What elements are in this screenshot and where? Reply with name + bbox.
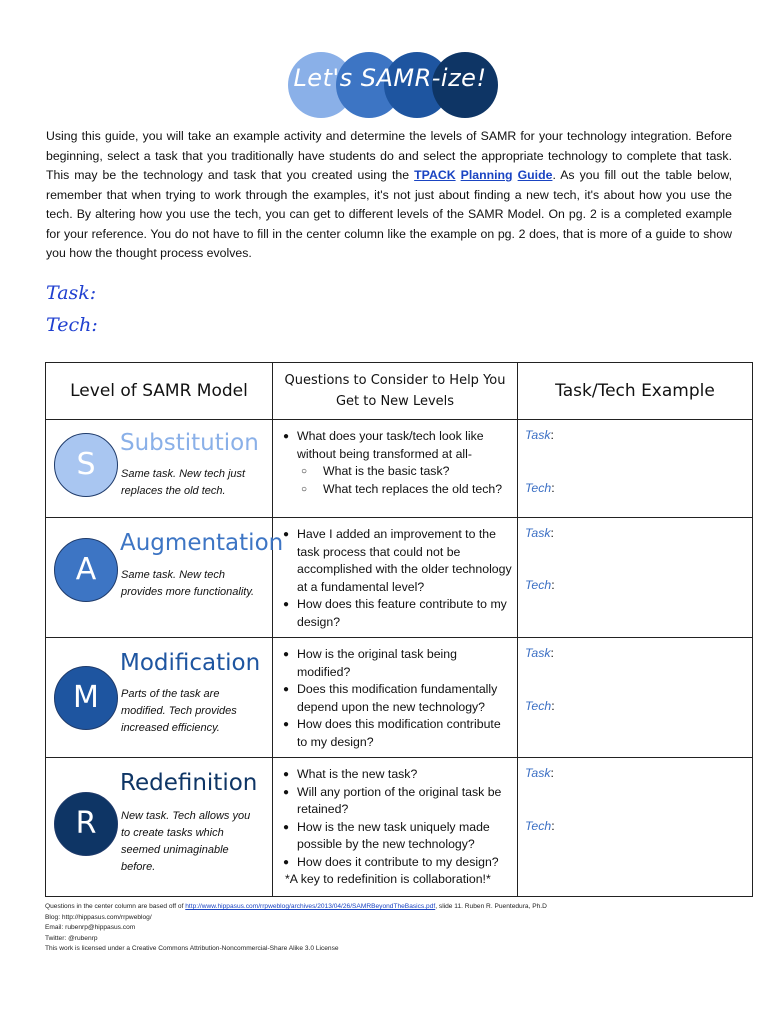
question-item: ● Does this modification fundamentally depend upon the new technology? xyxy=(283,681,513,716)
tech-example-label: Tech: xyxy=(525,578,555,592)
task-example-label: Task: xyxy=(525,646,554,660)
footer-license: This work is licensed under a Creative Commons Attribution-Noncommercial-Share Alike 3.0 License xyxy=(45,945,339,952)
questions-cell xyxy=(273,638,518,758)
example-cell[interactable] xyxy=(518,638,752,757)
example-cell[interactable] xyxy=(518,420,752,517)
table-header-row xyxy=(46,363,753,420)
table-row-substitution xyxy=(46,420,753,518)
level-description: New task. Tech allows you to create tasks which seemed unimaginable before. xyxy=(121,810,251,873)
collaboration-note: *A key to redefinition is collaboration!* xyxy=(285,872,491,886)
citation-link[interactable]: http://www.hippasus.com/rrpweblog/archives/2013/04/26/SAMRBeyondTheBasics.pdf xyxy=(185,903,436,910)
level-circle-s: S xyxy=(54,433,118,497)
question-item: ● Have I added an improvement to the task process that could not be accomplished with the older technology at a fundamental level? xyxy=(283,526,513,596)
header-questions: Questions to Consider to Help You Get to New Levels xyxy=(273,363,518,420)
level-circle-r: R xyxy=(54,792,118,856)
question-item: ● How is the original task being modified? xyxy=(283,646,513,681)
footer-citation: Questions in the center column are based off of http://www.hippasus.com/rrpweblog/archives/2013/04/26/SAMRBeyondTheBasics.pdf, slide 11. Ruben R. Puentedura, Ph.D xyxy=(45,903,547,910)
question-item: ● What is the new task? xyxy=(283,766,513,784)
question-subitem: ○ What is the basic task? xyxy=(283,463,513,481)
guide-link[interactable]: Guide xyxy=(517,168,553,182)
example-cell[interactable] xyxy=(518,758,752,896)
questions-cell xyxy=(273,420,518,518)
questions-cell xyxy=(273,758,518,897)
level-name: Redefinition xyxy=(120,770,258,796)
question-item: ● How is the new task uniquely made possible by the new technology? xyxy=(283,819,513,854)
samr-logo xyxy=(280,50,500,120)
header-level: Level of SAMR Model xyxy=(46,363,273,420)
footer-twitter: Twitter: @rubenrp xyxy=(45,934,98,942)
question-item: ● How does this feature contribute to my design? xyxy=(283,596,513,631)
level-name: Substitution xyxy=(120,430,259,456)
header-example: Task/Tech Example xyxy=(518,363,753,420)
task-example-label: Task: xyxy=(525,428,554,442)
question-item: ● How does this modification contribute to my design? xyxy=(283,716,513,751)
question-subitem: ○ What tech replaces the old tech? xyxy=(283,481,513,499)
task-example-label: Task: xyxy=(525,526,554,540)
questions-cell xyxy=(273,518,518,638)
example-cell[interactable] xyxy=(518,518,752,637)
tpack-link[interactable]: TPACK xyxy=(414,168,456,182)
level-circle-m: M xyxy=(54,666,118,730)
samr-table xyxy=(45,362,753,897)
question-item: ● Will any portion of the original task be retained? xyxy=(283,784,513,819)
level-name: Modification xyxy=(120,650,261,676)
footer xyxy=(45,902,547,955)
tech-label: Tech: xyxy=(46,314,98,336)
table-row-modification xyxy=(46,638,753,758)
level-description: Same task. New tech provides more functionality. xyxy=(121,569,255,598)
level-name: Augmentation xyxy=(120,530,284,556)
task-label: Task: xyxy=(46,282,97,304)
footer-email: Email: rubenrp@hippasus.com xyxy=(45,924,136,931)
level-description: Parts of the task are modified. Tech provides increased efficiency. xyxy=(121,688,237,734)
task-example-label: Task: xyxy=(525,766,554,780)
planning-link[interactable]: Planning xyxy=(460,168,513,182)
tech-example-label: Tech: xyxy=(525,699,555,713)
table-row-augmentation xyxy=(46,518,753,638)
level-description: Same task. New tech just replaces the old tech. xyxy=(121,468,246,497)
logo-title: Let's SAMR-ize! xyxy=(293,64,487,92)
tech-example-label: Tech: xyxy=(525,481,555,495)
footer-blog: Blog: http://hippasus.com/rrpweblog/ xyxy=(45,913,152,921)
intro-paragraph: Using this guide, you will take an example activity and determine the levels of SAMR for your technology integration. Before beginning, select a task that you traditionally have students do and select the appropriate technology to complete that task. This may be the technology and task that you created using the TPACK Planning Guide. As you fill out the table below, remember that when trying to work through the examples, it's not just about finding a new tech, it's about how you use the tech. By altering how you use the tech, you can get to different levels of the SAMR Model. On pg. 2 is a completed example for your reference. You do not have to fill in the center column like the example on pg. 2 does, that is more of a guide to show you how the thought process evolves. xyxy=(46,129,732,260)
table-row-redefinition xyxy=(46,758,753,897)
question-item: ● How does it contribute to my design? xyxy=(283,854,513,872)
question-item: ● What does your task/tech look like without being transformed at all- xyxy=(283,428,513,463)
tech-example-label: Tech: xyxy=(525,819,555,833)
level-circle-a: A xyxy=(54,538,118,602)
